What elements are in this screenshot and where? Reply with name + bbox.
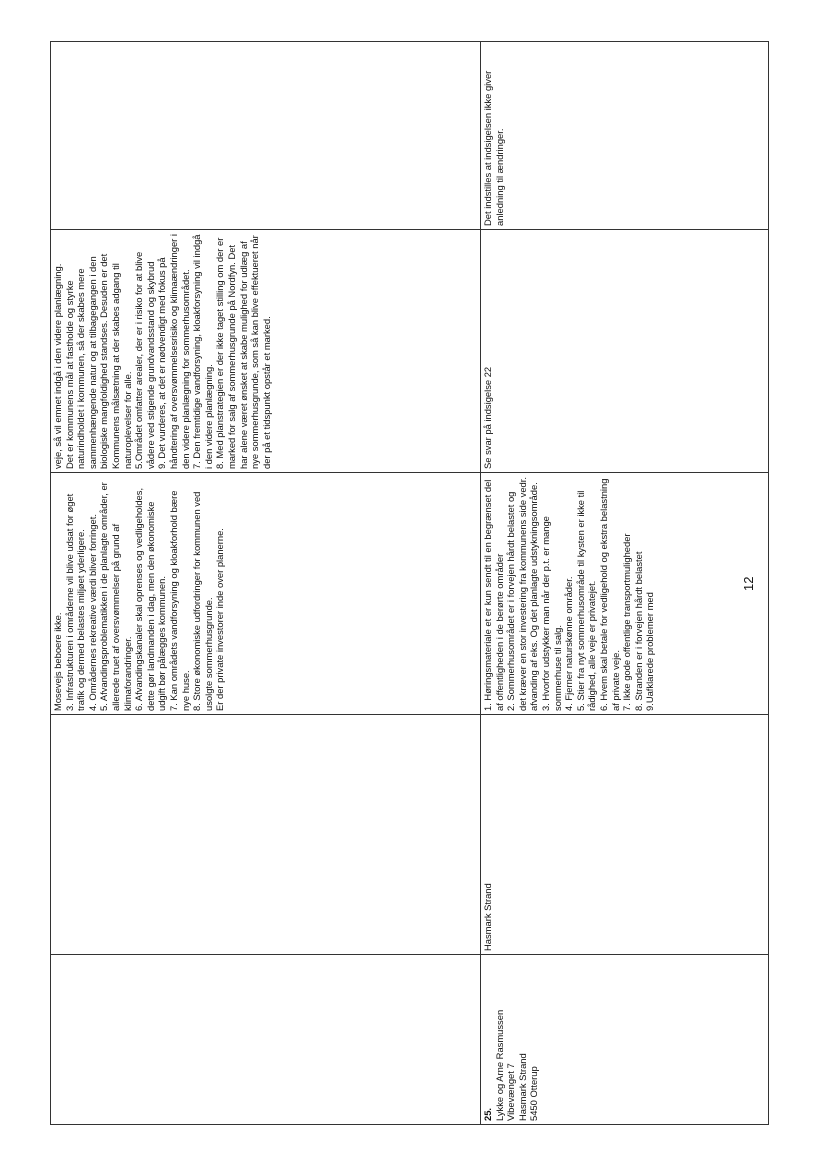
area-cell bbox=[51, 715, 481, 955]
page-number-wrap bbox=[741, 574, 758, 594]
recommendation-cell: Det indstilles at indsigelsen ikke giver anledning til ændringer. bbox=[481, 42, 769, 230]
sender-address: Lykke og Arne Rasmussen Vibevænget 7 Hasmark Strand 5450 Otterup bbox=[493, 1009, 540, 1121]
response-cell: veje, så vil emnet indgå i den videre planlægning. Det er kommunens mål at fastholde og styrke naturindholdet i kommunen, så der skabes mere sammenhængende natur og at tilbagegangen i den biologiske mangfoldighed standses. Desuden er det Kommunens målsætning at der skabes adgang til naturoplevelser for alle. 5.Området omfatter arealer, der er i risiko for at blive vådere ved stigende grundvandsstand og skybrud 9. Det vurderes, at det er nødvendigt med fokus på håndtering af oversvømmelsesrisiko og klimaændringer i den videre planlægning for sommerhusområdet. 7. Den fremtidige vandforsyning, kloakforsyning vil indgå i den videre planlægning. 8. Med planstrategien er der ikke taget stilling om der er marked for salg af sommerhusgrunde på Nordfyn. Det har alene været ønsket at skabe mulighed for udlæg af nye sommerhusgrunde, som så kan blive effektueret når der på et tidspunkt opstår et marked. bbox=[51, 230, 481, 473]
objections-table bbox=[50, 41, 769, 1125]
table-row bbox=[481, 42, 769, 1125]
area-cell: Hasmark Strand bbox=[481, 715, 769, 955]
recommendation-cell bbox=[51, 42, 481, 230]
page-number: 12 bbox=[741, 576, 756, 591]
response-cell: Se svar på indsigelse 22 bbox=[481, 230, 769, 473]
sender-cell bbox=[51, 955, 481, 1125]
table-row bbox=[51, 42, 481, 1125]
rotated-page-content bbox=[50, 42, 768, 1125]
sender-cell bbox=[481, 955, 769, 1125]
objection-cell: 1. Høringsmateriale et er kun sendt til en begrænset del af offentligheden i de berørte områder 2. Sommerhusområdet er i forvejen hårdt belastet og det kræver en stor investering fra kommunens side vedr. afvanding af eks. Og det planlagte udstykningsområde. 3. Hvorfor udstykker man når der p.t. er mange sommerhuse til salg. 4. Fjerner naturskønne områder. 5. Stier fra nyt sommerhusområde til kysten er ikke til rådighed, alle veje er privatejet. 6. Hvem skal betale for vedligehold og ekstra belastning af private veje. 7. Ikke gode offentlige transportmuligheder 8. Stranden er i forvejen hårdt belastet 9.Uafklarede problemer med bbox=[481, 473, 769, 715]
objection-number: 25. bbox=[482, 1107, 493, 1121]
objection-cell: Mosevejs beboere ikke. 3. Infrastrukturen i områderne vil blive udsat for øget trafik og dermed belastes miljøet yderligere. 4. Områdernes rekreative værdi bliver forringet. 5. Afvandingsproblematikken i de planlagte områder, er allerede truet af oversvømmelser på grund af klimaforandringer. 6. Afvandingskanaler skal oprenses og vedligeholdes, dette gør landmanden i dag, men den økonomiske udgift bør pålægges kommunen. 7. Kan områdets vandforsyning og kloakforhold bære nye huse. 8. Store økonomiske udfordringer for kommunen ved usolgte sommerhusgrunde. Er der private investorer inde over planerne. bbox=[51, 473, 481, 715]
